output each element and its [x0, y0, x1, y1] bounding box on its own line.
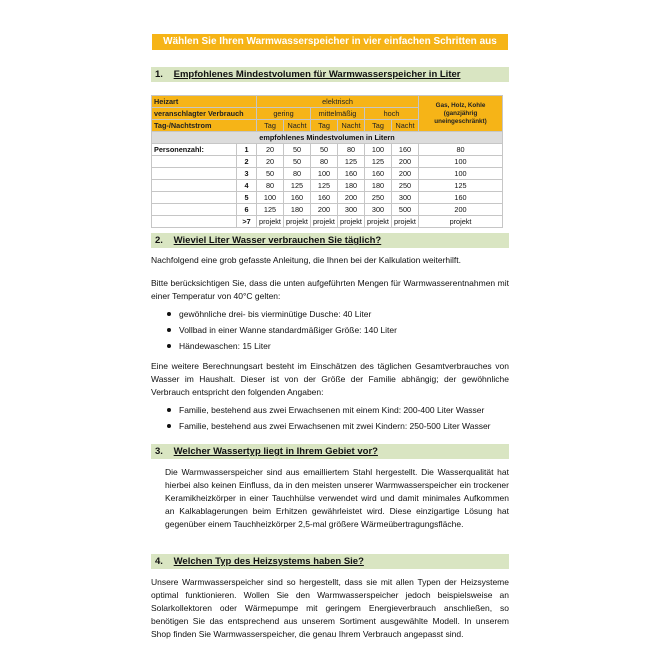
table-cell: 200	[392, 156, 419, 168]
list-item: Händewaschen: 15 Liter	[165, 338, 397, 354]
section-1-title: Empfohlenes Mindestvolumen für Warmwasserspeicher in Liter	[173, 69, 461, 80]
table-cell: 100	[257, 192, 284, 204]
header-tag: Tag	[365, 120, 392, 132]
table-cell: 50	[284, 156, 311, 168]
list-item: Familie, bestehend aus zwei Erwachsenen mit zwei Kindern: 250-500 Liter Wasser	[165, 418, 491, 434]
person-count: 1	[237, 144, 257, 156]
table-cell-gas: 100	[419, 168, 503, 180]
s4-paragraph-1: Unsere Warmwasserspeicher sind so hergestellt, dass sie mit allen Typen der Heizsysteme optimal funktionieren. Wollen Sie den Warmwasserspeicher jedoch beispielsweise an Solarkollektoren oder Wärmepumpe mit geringem Energieverbrauch anschließen, so benötigen Sie das entsprechend aus unserem Sortiment ausgewählte Modell. In unserem Shop finden Sie Warmwasserspeicher, die genau Ihrem Verbrauch angepasst sind.	[151, 577, 509, 639]
table-cell-gas: 125	[419, 180, 503, 192]
table-cell: 50	[284, 144, 311, 156]
table-cell: 20	[257, 156, 284, 168]
table-cell-gas: 160	[419, 192, 503, 204]
section-4-heading: 4. Welchen Typ des Heizsystems haben Sie?	[151, 554, 509, 569]
person-count: 3	[237, 168, 257, 180]
table-row	[152, 156, 503, 168]
table-cell: 160	[365, 168, 392, 180]
person-count: 6	[237, 204, 257, 216]
table-cell: 125	[365, 156, 392, 168]
table-cell: 125	[257, 204, 284, 216]
table-cell-gas: 100	[419, 156, 503, 168]
table-row	[152, 168, 503, 180]
header-mittel: mittelmäßig	[311, 108, 365, 120]
table-cell-gas: projekt	[419, 216, 503, 228]
table-cell: 180	[365, 180, 392, 192]
table-cell: projekt	[338, 216, 365, 228]
table-cell: 80	[338, 144, 365, 156]
header-strom: Tag-/Nachtstrom	[152, 120, 257, 132]
person-count: >7	[237, 216, 257, 228]
table-row	[152, 192, 503, 204]
table-row	[152, 180, 503, 192]
table-cell: 300	[338, 204, 365, 216]
persons-label: Personenzahl:	[152, 144, 237, 156]
table-cell: 500	[392, 204, 419, 216]
table-cell: 300	[365, 204, 392, 216]
volume-table	[151, 95, 503, 228]
section-2-heading: 2. Wieviel Liter Wasser verbrauchen Sie täglich?	[151, 233, 509, 248]
header-tag: Tag	[311, 120, 338, 132]
table-cell: 100	[311, 168, 338, 180]
section-3-title: Welcher Wassertyp liegt in Ihrem Gebiet vor?	[173, 446, 378, 457]
table-cell: 180	[338, 180, 365, 192]
header-elektrisch: elektrisch	[257, 96, 419, 108]
table-cell: 50	[311, 144, 338, 156]
s2-paragraph-3: Eine weitere Berechnungsart besteht im Einschätzen des täglichen Gesamtverbrauches von Wasser im Haushalt. Dieser ist von der Größe der Familie abhängig; der gewöhnliche Verbrauch entspricht den folgenden Angaben:	[151, 361, 509, 397]
table-row	[152, 144, 503, 156]
section-4-title: Welchen Typ des Heizsystems haben Sie?	[173, 556, 364, 567]
table-cell: 250	[392, 180, 419, 192]
table-cell: projekt	[365, 216, 392, 228]
table-cell: 160	[338, 168, 365, 180]
table-cell: projekt	[311, 216, 338, 228]
header-gas: Gas, Holz, Kohle (ganzjährig uneingeschränkt)	[419, 96, 503, 132]
table-cell: 125	[311, 180, 338, 192]
table-cell-gas: 80	[419, 144, 503, 156]
s2-family-list	[165, 402, 491, 434]
title-banner: Wählen Sie Ihren Warmwasserspeicher in vier einfachen Schritten aus	[152, 34, 508, 50]
section-2-title: Wieviel Liter Wasser verbrauchen Sie täglich?	[173, 235, 382, 246]
s3-paragraph-1: Die Warmwasserspeicher sind aus emailliertem Stahl hergestellt. Die Wasserqualität hat hierbei also keinen Einfluss, da in den meisten unserer Warmwasserspeicher ein trockener Keramikheizkörper in einer Tauchhülse verwendet wird und damit minimales Aufkommen an Kalkablagerungen beim Erhitzen gewährleistet wird. Diese einzigartige Lösung hat gegenüber einem Tauchheizkörper 2,5-mal größere Wärmeübertragungsfläche.	[165, 467, 509, 529]
header-nacht: Nacht	[392, 120, 419, 132]
section-1-heading: 1. Empfohlenes Mindestvolumen für Warmwasserspeicher in Liter	[151, 67, 509, 82]
table-cell: 180	[284, 204, 311, 216]
header-hoch: hoch	[365, 108, 419, 120]
header-gering: gering	[257, 108, 311, 120]
table-subheader: empfohlenes Mindestvolumen in Litern	[152, 132, 503, 144]
table-cell: 160	[284, 192, 311, 204]
list-item: Familie, bestehend aus zwei Erwachsenen mit einem Kind: 200-400 Liter Wasser	[165, 402, 491, 418]
table-row	[152, 204, 503, 216]
s2-paragraph-2: Bitte berücksichtigen Sie, dass die unten aufgeführten Mengen für Warmwasserentnahmen mit einer Temperatur von 40°C gelten:	[151, 278, 509, 301]
table-cell: 160	[311, 192, 338, 204]
list-item: gewöhnliche drei- bis vierminütige Dusche: 40 Liter	[165, 306, 397, 322]
s2-consumption-list	[165, 306, 397, 354]
table-cell: projekt	[284, 216, 311, 228]
table-cell: 200	[392, 168, 419, 180]
table-cell: 160	[392, 144, 419, 156]
header-nacht: Nacht	[284, 120, 311, 132]
header-verbrauch: veranschlagter Verbrauch	[152, 108, 257, 120]
table-cell: 200	[338, 192, 365, 204]
header-nacht: Nacht	[338, 120, 365, 132]
table-cell: 200	[311, 204, 338, 216]
person-count: 5	[237, 192, 257, 204]
person-count: 2	[237, 156, 257, 168]
table-cell: 125	[284, 180, 311, 192]
table-cell: 80	[257, 180, 284, 192]
section-3-heading: 3. Welcher Wassertyp liegt in Ihrem Gebiet vor?	[151, 444, 509, 459]
table-cell: 250	[365, 192, 392, 204]
table-cell: 80	[311, 156, 338, 168]
s2-paragraph-1: Nachfolgend eine grob gefasste Anleitung, die Ihnen bei der Kalkulation weiterhilft.	[151, 255, 461, 265]
person-count: 4	[237, 180, 257, 192]
table-cell: 80	[284, 168, 311, 180]
table-cell: 100	[365, 144, 392, 156]
header-tag: Tag	[257, 120, 284, 132]
table-cell: 125	[338, 156, 365, 168]
table-cell: projekt	[257, 216, 284, 228]
table-cell: 300	[392, 192, 419, 204]
table-cell: 20	[257, 144, 284, 156]
header-heizart: Heizart	[152, 96, 257, 108]
list-item: Vollbad in einer Wanne standardmäßiger Größe: 140 Liter	[165, 322, 397, 338]
table-row	[152, 216, 503, 228]
table-cell: 50	[257, 168, 284, 180]
table-cell-gas: 200	[419, 204, 503, 216]
table-cell: projekt	[392, 216, 419, 228]
